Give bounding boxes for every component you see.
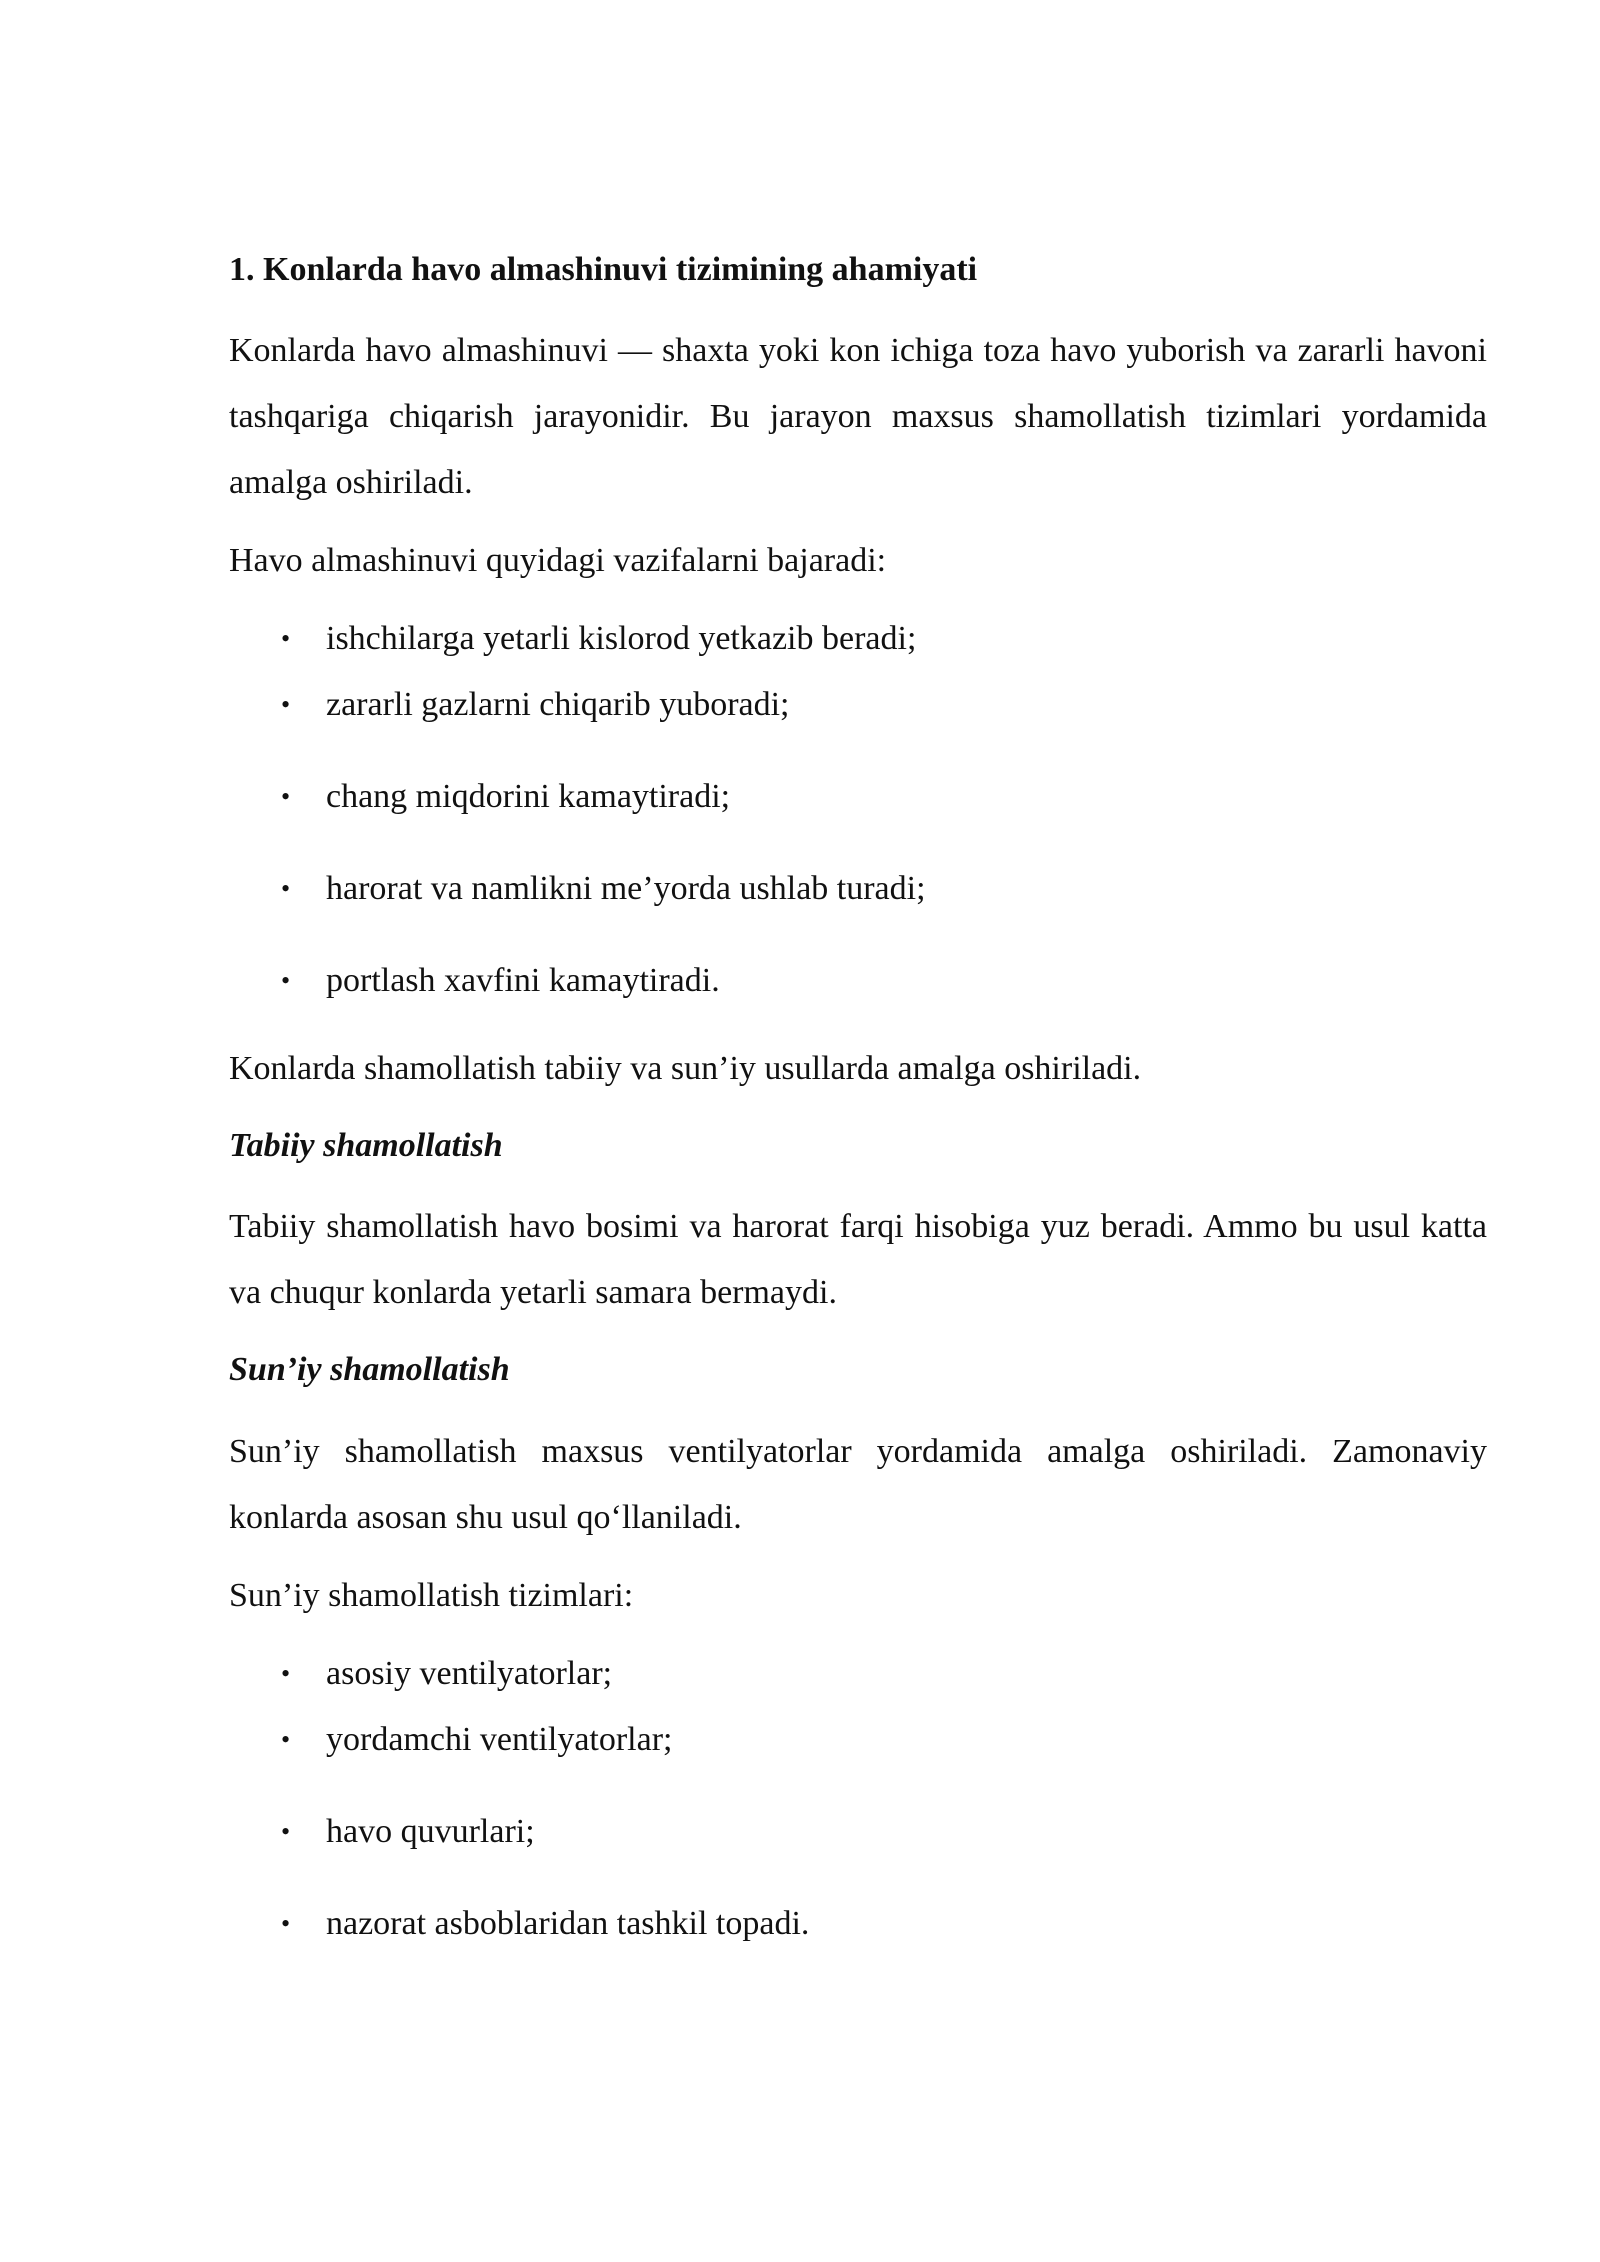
natural-ventilation-heading: Tabiiy shamollatish (229, 1127, 503, 1165)
bullet-icon: • (281, 1816, 291, 1846)
bullet-icon: • (281, 1908, 291, 1938)
tasks-list (229, 606, 1487, 1014)
list-item (229, 1799, 1487, 1865)
list-item-text: chang miqdorini kamaytiradi; (326, 778, 731, 816)
list-item-text: harorat va namlikni me’yorda ushlab turadi; (326, 870, 926, 908)
bullet-icon: • (281, 624, 291, 654)
list-item (229, 948, 1487, 1014)
bullet-icon: • (281, 1724, 291, 1754)
list-item-text: zararli gazlarni chiqarib yuboradi; (326, 686, 790, 724)
artificial-ventilation-heading: Sun’iy shamollatish (229, 1351, 510, 1389)
bullet-icon: • (281, 1658, 291, 1688)
list-item (229, 1707, 1487, 1773)
list-item (229, 764, 1487, 830)
intro-paragraph: Konlarda havo almashinuvi — shaxta yoki kon ichiga toza havo yuborish va zararli havoni tashqariga chiqarish jarayonidir. Bu jarayon maxsus shamollatish tizimlari yordamida amalga oshiriladi. (229, 332, 1487, 502)
section-heading: 1. Konlarda havo almashinuvi tizimining ahamiyati (229, 251, 978, 288)
list-item (229, 672, 1487, 738)
list-item (229, 856, 1487, 922)
systems-intro-paragraph: Sun’iy shamollatish tizimlari: (229, 1576, 634, 1614)
tasks-intro-paragraph: Havo almashinuvi quyidagi vazifalarni bajaradi: (229, 542, 887, 580)
list-item-text: havo quvurlari; (326, 1812, 535, 1850)
bullet-icon: • (281, 874, 291, 904)
bullet-icon: • (281, 966, 291, 996)
list-item-text: asosiy ventilyatorlar; (326, 1654, 613, 1692)
bullet-icon: • (281, 690, 291, 720)
list-item (229, 1641, 1487, 1707)
list-item-text: nazorat asboblaridan tashkil topadi. (326, 1904, 810, 1942)
list-item (229, 1891, 1487, 1957)
bullet-icon: • (281, 782, 291, 812)
methods-paragraph: Konlarda shamollatish tabiiy va sun’iy usullarda amalga oshiriladi. (229, 1050, 1142, 1088)
list-item (229, 606, 1487, 672)
document-page (229, 236, 1487, 1969)
artificial-ventilation-paragraph: Sun’iy shamollatish maxsus ventilyatorlar yordamida amalga oshiriladi. Zamonaviy konlarda asosan shu usul qo‘llaniladi. (229, 1432, 1487, 1536)
systems-list (229, 1641, 1487, 1957)
list-item-text: portlash xavfini kamaytiradi. (326, 962, 720, 1000)
natural-ventilation-paragraph: Tabiiy shamollatish havo bosimi va harorat farqi hisobiga yuz beradi. Ammo bu usul katta va chuqur konlarda yetarli samara bermaydi. (229, 1208, 1487, 1312)
list-item-text: yordamchi ventilyatorlar; (326, 1720, 673, 1758)
list-item-text: ishchilarga yetarli kislorod yetkazib beradi; (326, 620, 917, 658)
